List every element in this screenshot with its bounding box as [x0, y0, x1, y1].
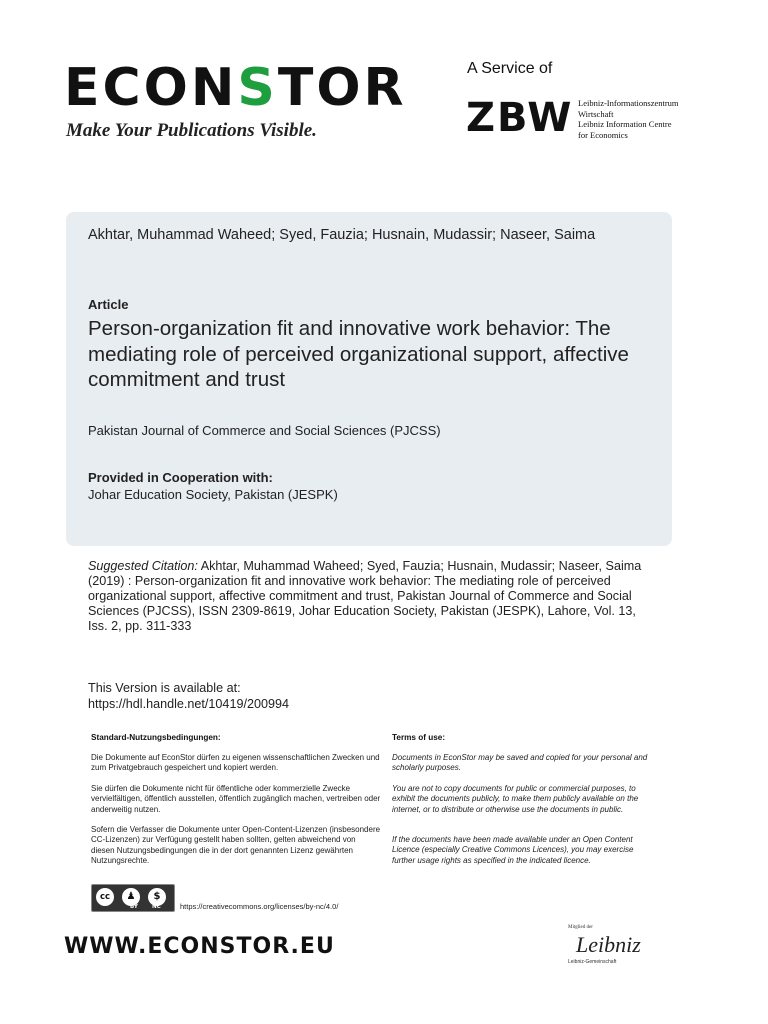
terms-de-heading: Standard-Nutzungsbedingungen:: [91, 733, 221, 742]
leibniz-signature: Leibniz: [576, 932, 641, 957]
zbw-line: Leibniz Information Centre: [578, 119, 672, 129]
leibniz-logo: [566, 920, 646, 972]
attribution-icon: ♟: [122, 888, 140, 906]
footer-site-link[interactable]: WWW.ECONSTOR.EU: [64, 934, 335, 959]
record-journal: Pakistan Journal of Commerce and Social Sciences (PJCSS): [88, 423, 441, 438]
record-authors: Akhtar, Muhammad Waheed; Syed, Fauzia; Husnain, Mudassir; Naseer, Saima: [88, 227, 596, 243]
terms-de-paragraph: Die Dokumente auf EconStor dürfen zu eigenen wissenschaftlichen Zwecken und zum Privatgebrauch gespeichert und kopiert werden.: [91, 753, 380, 773]
by-label: BY: [130, 904, 138, 910]
logo-econ-part: ECON: [64, 58, 238, 118]
version-label: This Version is available at:: [88, 681, 241, 695]
terms-en-heading: Terms of use:: [392, 733, 446, 742]
zbw-line: Wirtschaft: [578, 108, 614, 119]
terms-de-paragraph: Sofern die Verfasser die Dokumente unter Open-Content-Lizenzen (insbesondere CC-Lizenzen) zur Verfügung gestellt haben sollten, gelten abweichend von diesen Nutzungsbedingungen die in der dort genannten Lizenz gewährten Nutzungsrechte.: [91, 825, 381, 866]
version-link[interactable]: https://hdl.handle.net/10419/200994: [88, 697, 289, 711]
zbw-logo: ZBW: [466, 95, 574, 141]
terms-de-paragraph: Sie dürfen die Dokumente nicht für öffentliche oder kommerzielle Zwecke vervielfältigen, öffentlich ausstellen, öffentlich zugänglich machen, vertreiben oder anderweitig nutzen.: [91, 784, 381, 814]
zbw-line: for Economics: [578, 129, 628, 140]
license-link[interactable]: https://creativecommons.org/licenses/by-nc/4.0/: [180, 902, 339, 911]
cc-icon: cc: [96, 888, 114, 906]
leibniz-gemeinschaft-text: Leibniz-Gemeinschaft: [568, 959, 617, 965]
cooperation-value: Johar Education Society, Pakistan (JESPK): [88, 487, 338, 502]
terms-en-paragraph: You are not to copy documents for public or commercial purposes, to exhibit the documents publicly, to make them publicly available on the internet, or to distribute or otherwise use the documents in public.: [392, 784, 639, 814]
record-title: Person-organization fit and innovative work behavior: The mediating role of perceived organizational support, affective commitment and trust: [88, 317, 629, 391]
terms-en-paragraph: If the documents have been made available under an Open Content Licence (especially Creative Commons Licences), you may exercise further usage rights as specified in the indicated licence.: [392, 835, 634, 865]
econstor-logo: [64, 60, 407, 116]
logo-slogan: Make Your Publications Visible.: [66, 120, 317, 141]
service-of-label: A Service of: [467, 60, 553, 77]
cc-license-badge[interactable]: [91, 884, 175, 912]
suggested-citation: [88, 559, 648, 634]
noncommercial-icon: $: [148, 888, 166, 906]
record-type: Article: [88, 297, 129, 312]
cooperation-label: Provided in Cooperation with:: [88, 470, 273, 485]
zbw-line: Leibniz-Informationszentrum: [578, 98, 679, 108]
zbw-description: [578, 98, 679, 140]
nc-label: NC: [152, 904, 161, 910]
citation-label: Suggested Citation:: [88, 559, 198, 573]
leibniz-member-text: Mitglied der: [568, 925, 593, 930]
terms-en-paragraph: Documents in EconStor may be saved and copied for your personal and scholarly purposes.: [392, 753, 648, 773]
logo-tor-part: TOR: [277, 58, 407, 118]
citation-text: Akhtar, Muhammad Waheed; Syed, Fauzia; Husnain, Mudassir; Naseer, Saima (2019) : Person-organization fit and innovative work behavior: The mediating role of perceived organizational support, affective commitment and trust, Pakistan Journal of Commerce and Social Sciences (PJCSS), ISSN 2309-8619, Johar Education Society, Pakistan (JESPK), Lahore, Vol. 13, Iss. 2, pp. 311-333: [88, 559, 642, 633]
logo-s-part: S: [237, 58, 278, 118]
